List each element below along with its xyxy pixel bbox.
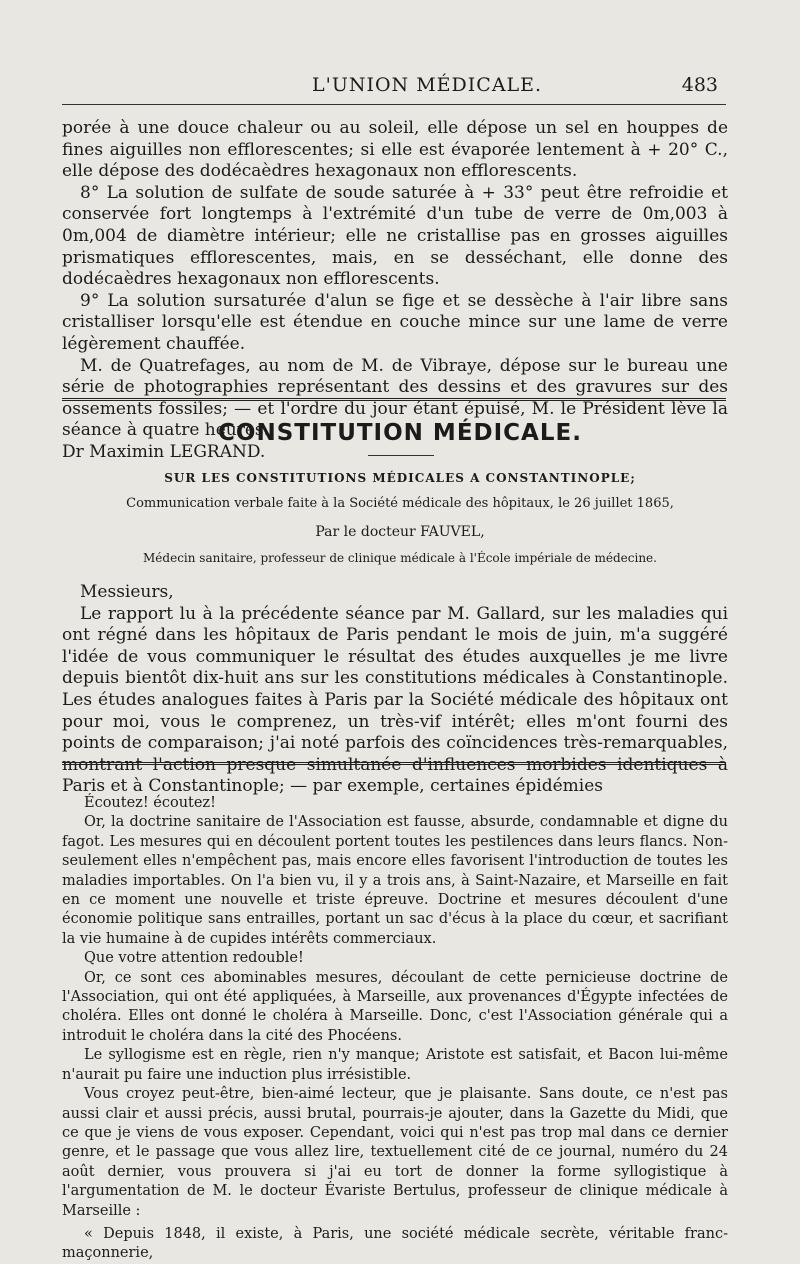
- paragraph: porée à une douce chaleur ou au soleil, elle dépose un sel en houppes de fines aiguilles non efflorescentes; si elle est évaporée lentement à + 20° C., elle dépose des dodécaèdres hexagonaux non efflorescents.: [62, 118, 728, 182]
- running-title: L'UNION MÉDICALE.: [312, 74, 543, 96]
- author-role: Médecin sanitaire, professeur de clinique médicale à l'École impériale de médecine.: [143, 551, 657, 565]
- paragraph: Vous croyez peut-être, bien-aimé lecteur, que je plaisante. Sans doute, ce n'est pas aussi clair et aussi précis, aussi brutal, pourrais-je ajouter, dans la Gazette du Midi, que ce que je viens de vous exposer. Cependant, voici qui n'est pas trop mal dans ce dernier genre, et le passage que vous allez lire, textuellement cité de ce journal, numéro du 24 août dernier, vous prouvera si j'ai eu tort de donner la forme syllogistique à l'argumentation de M. le docteur Évariste Bertulus, professeur de clinique médicale à Marseille :: [62, 1086, 728, 1219]
- page-number: 483: [681, 74, 718, 96]
- paragraph: Que votre attention redouble!: [84, 950, 304, 967]
- paragraph: Le syllogisme est en règle, rien n'y manque; Aristote est satisfait, et Bacon lui-même n'aurait pu faire une induction plus irrésistible.: [62, 1047, 728, 1083]
- signature: Dr Maximin LEGRAND.: [62, 441, 266, 462]
- paragraph: Écoutez! écoutez!: [84, 795, 216, 811]
- paragraph: Le rapport lu à la précédente séance par M. Gallard, sur les maladies qui ont régné dans les hôpitaux de Paris pendant le mois de juin, m'a suggéré l'idée de vous communiquer le résultat des études auxquelles je me livre depuis bientôt dix-huit ans sur les constitutions médicales à Constantinople. Les études analogues faites à Paris par la Société médicale des hôpitaux ont pour moi, vous le comprenez, un très-vif intérêt; elles m'ont fourni des points de comparaison; j'ai noté parfois des coïncidences très-remarquables, montrant l'action presque simultanée d'influences morbides identiques à Paris et à Constantinople; — par exemple, certaines épidémies: [62, 603, 728, 797]
- section-divider: [62, 398, 726, 401]
- section-constitution: [62, 582, 728, 798]
- author-line: Par le docteur FAUVEL,: [315, 524, 485, 540]
- paragraph: 8° La solution de sulfate de soude saturée à + 33° peut être refroidie et conservée fort longtemps à l'extrémité d'un tube de verre de 0m,003 à 0m,004 de diamètre intérieur; elle ne cristallise pas en grosses aiguilles prismatiques efflorescentes, mais, en se desséchant, elle donne des dodécaèdres hexagonaux non efflorescents.: [62, 182, 728, 290]
- header-rule: [62, 104, 726, 105]
- paragraph: Or, la doctrine sanitaire de l'Association est fausse, absurde, condamnable et digne du fagot. Les mesures qui en découlent portent toutes les pestilences dans leurs flancs. Non-seulement elles n'empêchent pas, mais encore elles favorisent l'introduction de toutes les maladies importables. On l'a bien vu, il y a trois ans, à Saint-Nazaire, et Marseille en fait en ce moment une nouvelle et triste épreuve. Doctrine et mesures découlent d'une économie politique sans entrailles, portant un sac d'écus à la place du cœur, et sacrifiant la vie humaine à de cupides intérêts commerciaux.: [62, 814, 728, 947]
- paragraph: « Depuis 1848, il existe, à Paris, une société médicale secrète, véritable franc-maçonnerie,: [62, 1225, 728, 1262]
- paragraph: M. de Quatrefages, au nom de M. de Vibraye, dépose sur le bureau une série de photographies représentant des dessins et des gravures sur des ossements fossiles; — et l'ordre du jour étant épuisé, M. le Président lève la séance à quatre heures.: [62, 355, 728, 441]
- section-feuilleton: [62, 794, 728, 1264]
- title-underline: [368, 455, 434, 456]
- article-subtitle: SUR LES CONSTITUTIONS MÉDICALES A CONSTANTINOPLE;: [164, 471, 636, 485]
- feuilleton-divider: [62, 762, 726, 765]
- salutation: Messieurs,: [80, 582, 174, 602]
- paragraph: 9° La solution sursaturée d'alun se fige et se dessèche à l'air libre sans cristalliser lorsqu'elle est étendue en couche mince sur une lame de verre légèrement chauffée.: [62, 290, 728, 354]
- communication-line: Communication verbale faite à la Société médicale des hôpitaux, le 26 juillet 1865,: [126, 496, 674, 511]
- page-header: [62, 72, 720, 100]
- section-title: CONSTITUTION MÉDICALE.: [218, 420, 582, 446]
- section-chemistry: [62, 118, 728, 464]
- paragraph: Or, ce sont ces abominables mesures, découlant de cette pernicieuse doctrine de l'Association, qui ont été appliquées, à Marseille, aux provenances d'Égypte infectées de choléra. Elles ont donné le choléra à Marseille. Donc, c'est l'Association générale qui a introduit le choléra dans la cité des Phocéens.: [62, 969, 728, 1044]
